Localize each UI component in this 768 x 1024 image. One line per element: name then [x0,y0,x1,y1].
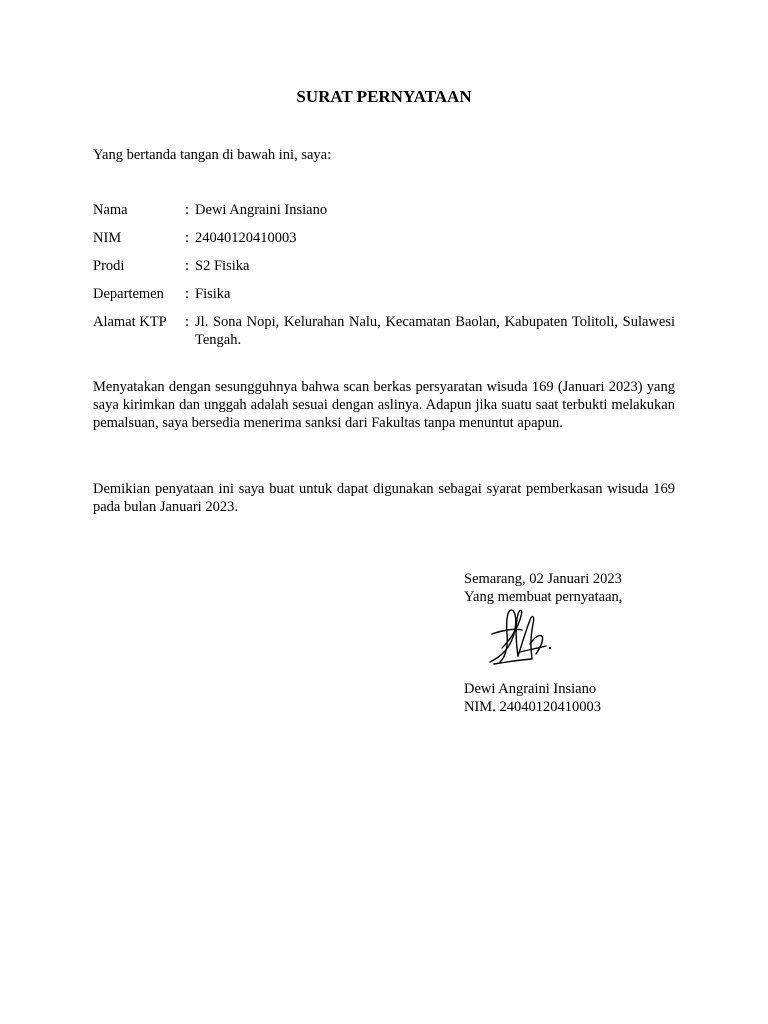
signer-nim: NIM. 24040120410003 [464,699,601,715]
field-label: Alamat KTP [93,314,167,330]
field-label: Prodi [93,258,125,274]
handwritten-signature [480,604,570,670]
field-value: Fisika [195,286,231,302]
field-row-nim [93,229,675,247]
field-colon: : [185,286,190,302]
signer-name: Dewi Angraini Insiano [464,681,597,697]
field-label: Nama [93,202,128,218]
field-label: Departemen [93,286,164,302]
closing-paragraph: Demikian penyataan ini saya buat untuk dapat digunakan sebagai syarat pemberkasan wisuda 169 pada bulan Januari 2023. [93,481,675,515]
document-title: SURAT PERNYATAAN [296,87,472,106]
field-value: 24040120410003 [195,230,297,246]
place-date: Semarang, 02 Januari 2023 [464,571,622,587]
field-row-nama [93,201,675,219]
statement-paragraph: Menyatakan dengan sesungguhnya bahwa scan berkas persyaratan wisuda 169 (Januari 2023) yang saya kirimkan dan unggah adalah sesuai dengan aslinya. Adapun jika suatu saat terbukti melakukan pemalsuan, saya bersedia menerima sanksi dari Fakultas tanpa menuntut apapun. [93,379,675,431]
field-row-prodi [93,257,675,275]
field-value: Jl. Sona Nopi, Kelurahan Nalu, Kecamatan Baolan, Kabupaten Tolitoli, Sulawesi Tengah. [195,314,675,348]
field-colon: : [185,258,190,274]
signature-block [464,570,704,606]
field-label: NIM [93,230,122,246]
identity-fields [93,201,675,359]
closing-line: Yang membuat pernyataan, [464,589,623,605]
field-colon: : [185,230,190,246]
field-colon: : [185,314,190,330]
field-row-alamat-ktp [93,313,675,349]
field-value: Dewi Angraini Insiano [195,202,328,218]
signer-block [464,680,704,716]
intro-text: Yang bertanda tangan di bawah ini, saya: [93,147,332,163]
field-colon: : [185,202,190,218]
field-value: S2 Fisika [195,258,250,274]
field-value-wrap [185,257,675,275]
field-value-wrap [185,285,675,303]
field-value-wrap [185,201,675,219]
field-value-wrap [185,229,675,247]
field-value-wrap [185,313,675,349]
field-row-departemen [93,285,675,303]
